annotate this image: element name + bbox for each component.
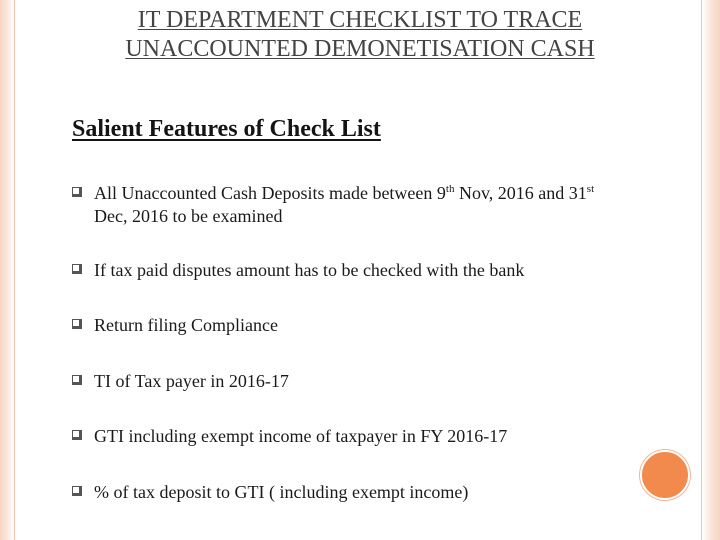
checkbox-bullet-icon	[72, 430, 82, 440]
checklist-item-text: TI of Tax payer in 2016-17	[94, 371, 289, 391]
checklist-item-text: Return filing Compliance	[94, 315, 278, 335]
slide-title-line-1: IT DEPARTMENT CHECKLIST TO TRACE	[137, 7, 583, 33]
checklist-item-text: GTI including exempt income of taxpayer in FY 2016-17	[94, 426, 508, 446]
orange-circle-icon	[640, 450, 690, 500]
right-border-line	[701, 0, 702, 540]
slide-title-line-2: UNACCOUNTED DEMONETISATION CASH	[125, 36, 595, 62]
checklist-item-text: If tax paid disputes amount has to be checked with the bank	[94, 260, 525, 280]
slide-title	[60, 6, 660, 64]
checkbox-bullet-icon	[72, 187, 82, 197]
right-border-decoration	[702, 0, 720, 540]
left-border-decoration	[0, 0, 14, 540]
checkbox-bullet-icon	[72, 486, 82, 496]
left-border-line	[14, 0, 15, 540]
checkbox-bullet-icon	[72, 375, 82, 385]
checkbox-bullet-icon	[72, 319, 82, 329]
checkbox-bullet-icon	[72, 264, 82, 274]
section-heading: Salient Features of Check List	[72, 116, 381, 142]
checklist-item-text: All Unaccounted Cash Deposits made between 9th Nov, 2016 and 31st Dec, 2016 to be examined	[94, 183, 595, 226]
checklist-item-text: % of tax deposit to GTI ( including exempt income)	[94, 482, 469, 502]
